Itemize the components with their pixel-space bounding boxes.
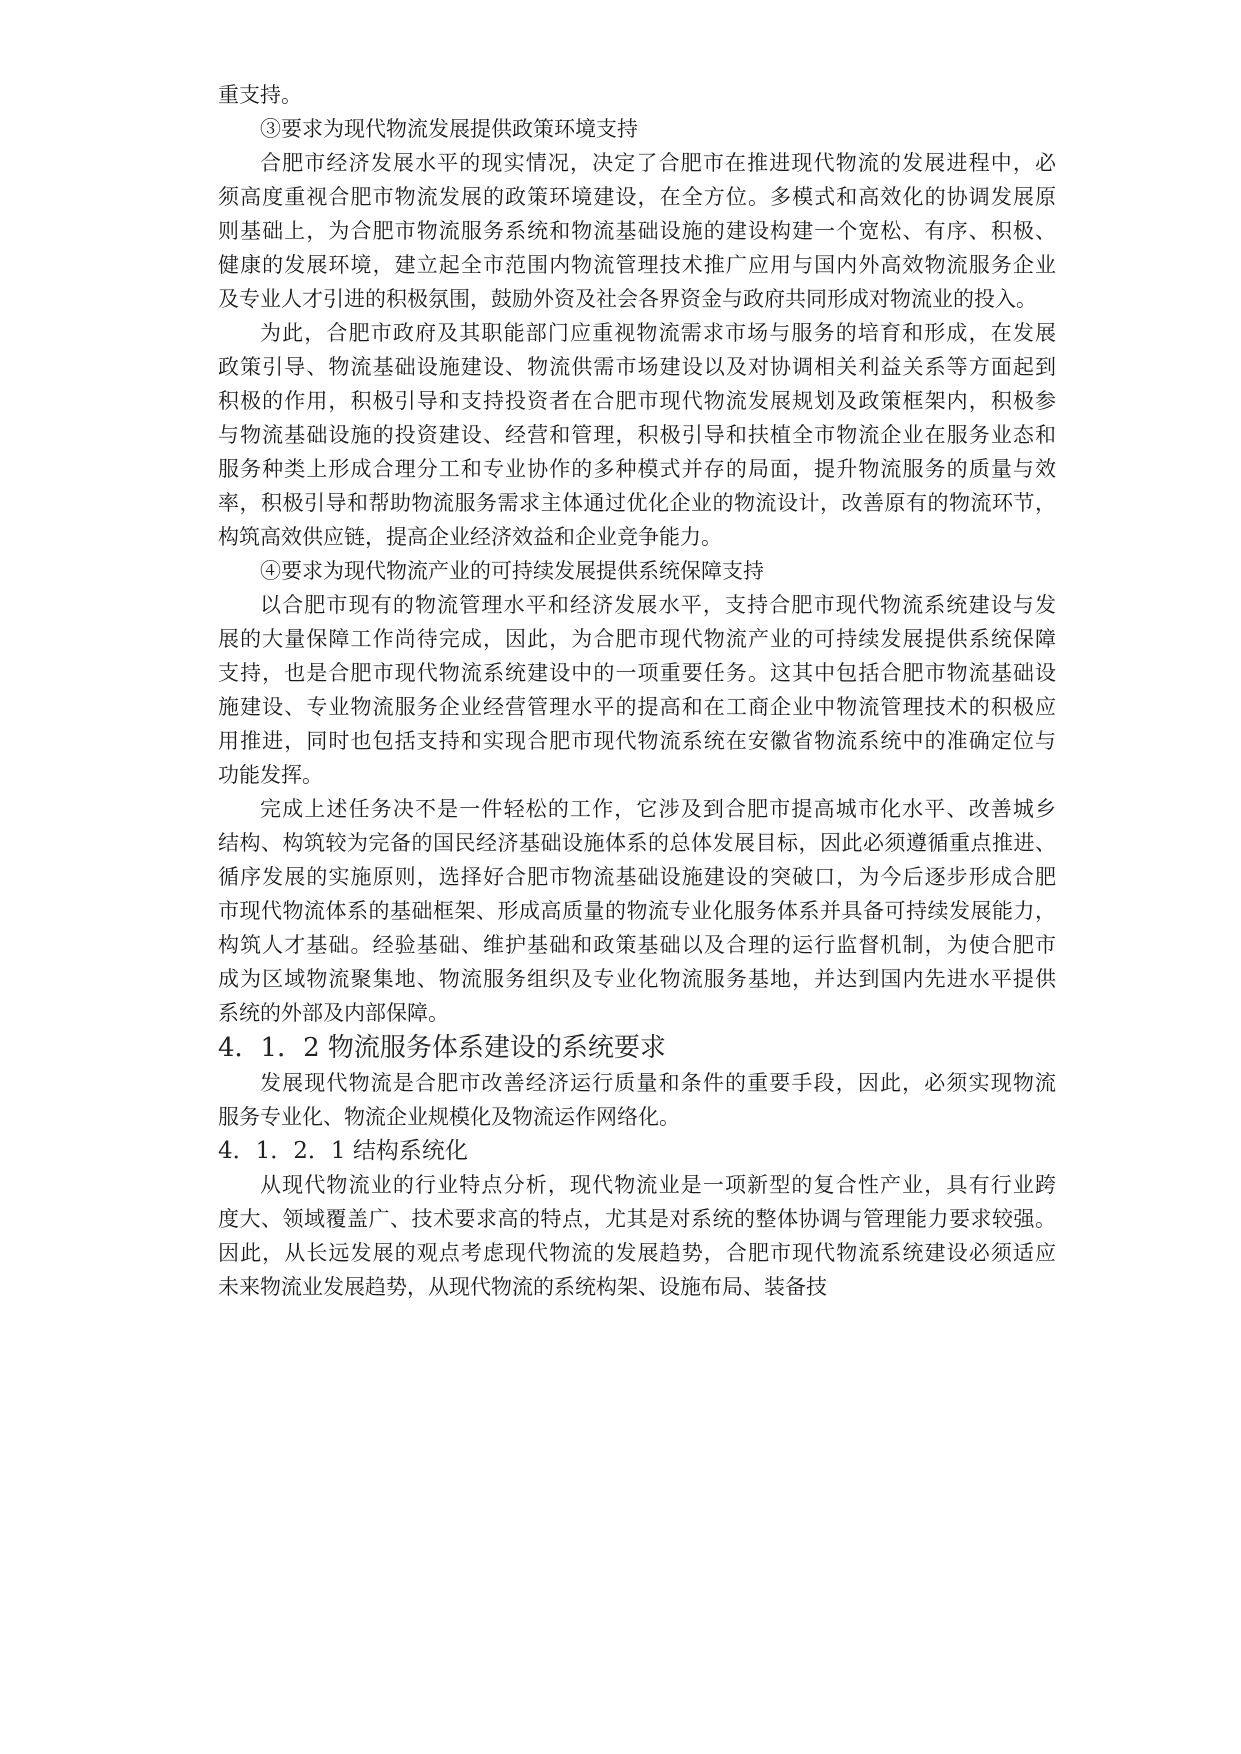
document-page [218,78,1056,1304]
text-line: 从现代物流业的行业特点分析，现代物流业是一项新型的复合性产业，具有行业跨 [260,1173,1056,1197]
text-line: 发展现代物流是合肥市改善经济运行质量和条件的重要手段，因此，必须实现物流 [260,1071,1056,1095]
text-line: 系统的外部及内部保障。 [218,1001,449,1025]
text-line: 健康的发展环境，建立起全市范围内物流管理技术推广应用与国内外高效物流服务企业 [218,253,1056,277]
text-line: 因此，从长远发展的观点考虑现代物流的发展趋势，合肥市现代物流系统建设必须适应 [218,1241,1056,1265]
text-line: 施建设、专业物流服务企业经营管理水平的提高和在工商企业中物流管理技术的积极应 [218,695,1056,719]
text-line: 率，积极引导和帮助物流服务需求主体通过优化企业的物流设计，改善原有的物流环节， [218,491,1056,515]
text-line: 用推进，同时也包括支持和实现合肥市现代物流系统在安徽省物流系统中的准确定位与 [218,729,1056,753]
paragraph [218,1066,1056,1134]
text-line: 与物流基础设施的投资建设、经营和管理，积极引导和扶植全市物流企业在服务业态和 [218,423,1056,447]
text-line: 结构、构筑较为完备的国民经济基础设施体系的总体发展目标，因此必须遵循重点推进、 [218,831,1056,855]
paragraph [218,112,1056,146]
text-line: 市现代物流体系的基础框架、形成高质量的物流专业化服务体系并具备可持续发展能力， [218,899,1056,923]
text-line: 为此，合肥市政府及其职能部门应重视物流需求市场与服务的培育和形成，在发展 [260,321,1056,345]
text-line: 及专业人才引进的积极氛围，鼓励外资及社会各界资金与政府共同形成对物流业的投入。 [218,287,1037,311]
paragraph [218,146,1056,316]
subsection-heading: 4．1．2．1 结构系统化 [218,1138,468,1164]
paragraph [218,78,1056,112]
text-line: 功能发挥。 [218,763,323,787]
text-line: 服务种类上形成合理分工和专业协作的多种模式并存的局面，提升物流服务的质量与效 [218,457,1056,481]
text-line: 构筑人才基础。经验基础、维护基础和政策基础以及合理的运行监督机制，为使合肥市 [218,933,1056,957]
text-line: 完成上述任务决不是一件轻松的工作，它涉及到合肥市提高城市化水平、改善城乡 [260,797,1056,821]
text-line: 以合肥市现有的物流管理水平和经济发展水平，支持合肥市现代物流系统建设与发 [260,593,1056,617]
text-line: 须高度重视合肥市物流发展的政策环境建设，在全方位。多模式和高效化的协调发展原 [218,185,1056,209]
paragraph [218,554,1056,588]
text-line: 积极的作用，积极引导和支持投资者在合肥市现代物流发展规划及政策框架内，积极参 [218,389,1056,413]
paragraph [218,588,1056,792]
text-line: 构筑高效供应链，提高企业经济效益和企业竞争能力。 [218,525,722,549]
paragraph [218,1168,1056,1304]
section-heading: 4．1．2 物流服务体系建设的系统要求 [218,1033,666,1063]
text-line: 循序发展的实施原则，选择好合肥市物流基础设施建设的突破口，为今后逐步形成合肥 [218,865,1056,889]
text-line: 支持，也是合肥市现代物流系统建设中的一项重要任务。这其中包括合肥市物流基础设 [218,661,1056,685]
paragraph [218,792,1056,1030]
paragraph [218,316,1056,554]
text-line: 政策引导、物流基础设施建设、物流供需市场建设以及对协调相关利益关系等方面起到 [218,355,1056,379]
text-line: 度大、领域覆盖广、技术要求高的特点，尤其是对系统的整体协调与管理能力要求较强。 [218,1207,1056,1231]
text-line: 重支持。 [218,83,302,107]
text-line: 则基础上，为合肥市物流服务系统和物流基础设施的建设构建一个宽松、有序、积极、 [218,219,1056,243]
text-line: 服务专业化、物流企业规模化及物流运作网络化。 [218,1105,680,1129]
text-line: ④要求为现代物流产业的可持续发展提供系统保障支持 [260,559,764,583]
body-text [218,78,1056,1304]
text-line: 合肥市经济发展水平的现实情况，决定了合肥市在推进现代物流的发展进程中，必 [260,151,1056,175]
text-line: 未来物流业发展趋势，从现代物流的系统构架、设施布局、装备技 [218,1275,827,1299]
text-line: 成为区域物流聚集地、物流服务组织及专业化物流服务基地，并达到国内先进水平提供 [218,967,1056,991]
text-line: 展的大量保障工作尚待完成，因此，为合肥市现代物流产业的可持续发展提供系统保障 [218,627,1056,651]
text-line: ③要求为现代物流发展提供政策环境支持 [260,117,638,141]
